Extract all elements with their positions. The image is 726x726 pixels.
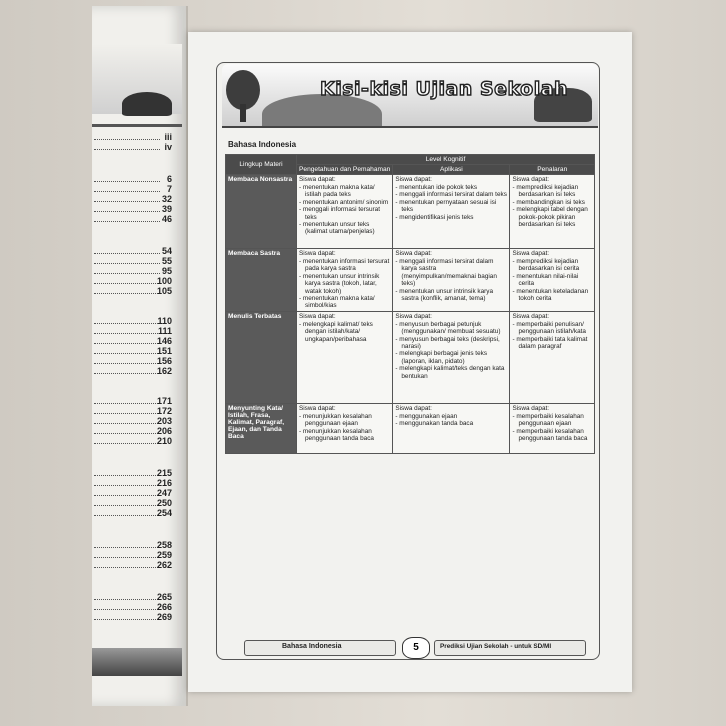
toc-page-number: 39	[161, 204, 172, 214]
list-item: - menentukan keteladanan tokoh cerita	[512, 288, 592, 303]
lingkup-materi-cell: Menyunting Kata/ Istilah, Frasa, Kalimat, Paragraf, Ejaan, dan Tanda Baca	[226, 403, 297, 453]
toc-page-number: 151	[156, 346, 172, 356]
footer-book-title: Prediksi Ujian Sekolah - untuk SD/MI	[440, 643, 552, 650]
right-page	[188, 32, 632, 692]
cell-lead: Siswa dapat:	[395, 176, 432, 183]
list-item: - melengkapi tabel dengan pokok-pokok pikiran berdasarkan isi teks	[512, 206, 592, 228]
footer-subject: Bahasa Indonesia	[282, 643, 342, 650]
toc-leader-dots	[94, 475, 160, 476]
toc-leader-dots	[94, 413, 160, 414]
toc-leader-dots	[94, 433, 160, 434]
toc-leader-dots	[94, 139, 160, 140]
table-row	[226, 249, 595, 312]
pengetahuan-cell	[297, 311, 393, 403]
list-item: - menggali informasi tersirat dalam teks	[395, 191, 507, 198]
list-item: - memperbaiki kesalahan penggunaan ejaan	[512, 413, 592, 428]
list-item: - menggali informasi tersurat teks	[299, 206, 390, 221]
lingkup-materi-cell: Membaca Nonsastra	[226, 175, 297, 249]
cell-lead: Siswa dapat:	[395, 250, 432, 257]
cell-lead: Siswa dapat:	[512, 250, 550, 257]
left-page	[92, 6, 188, 706]
header-aplikasi: Aplikasi	[393, 165, 510, 175]
page-footer	[224, 636, 600, 658]
toc-page-number: 162	[156, 366, 172, 376]
aplikasi-cell	[393, 311, 510, 403]
toc-leader-dots	[94, 181, 160, 182]
table-row	[226, 311, 595, 403]
toc-page-number: 210	[156, 436, 172, 446]
toc-leader-dots	[94, 515, 160, 516]
list-item: - menggunakan tanda baca	[395, 420, 507, 427]
list-item: - memperbaiki tata kalimat dalam paragraf	[512, 336, 592, 351]
toc-leader-dots	[94, 547, 160, 548]
left-page-footer-decoration	[92, 648, 182, 676]
toc-leader-dots	[94, 149, 160, 150]
toc-page-number: iv	[164, 142, 172, 152]
list-item: - menentukan pernyataan sesuai isi teks	[395, 199, 507, 214]
toc-leader-dots	[94, 323, 160, 324]
toc-page-number: 111	[157, 326, 172, 336]
cell-lead: Siswa dapat:	[512, 404, 550, 412]
tree-trunk	[240, 104, 246, 122]
toc-page-number: 269	[156, 612, 172, 622]
toc-leader-dots	[94, 495, 160, 496]
penalaran-cell	[510, 311, 595, 403]
left-page-banner	[92, 44, 182, 127]
subject-label: Bahasa Indonesia	[228, 140, 297, 149]
toc-leader-dots	[94, 293, 160, 294]
toc-leader-dots	[94, 253, 160, 254]
toc-leader-dots	[94, 567, 160, 568]
toc-leader-dots	[94, 333, 160, 334]
toc-page-number: 259	[156, 550, 172, 560]
toc-row	[92, 142, 178, 153]
toc-page-number: 55	[161, 256, 172, 266]
toc-row	[92, 508, 178, 519]
toc-page-number: 95	[161, 266, 172, 276]
toc-page-number: 156	[156, 356, 172, 366]
list-item: - menentukan makna kata/ istilah pada teks	[299, 184, 390, 199]
toc-page-number: 146	[156, 336, 172, 346]
toc-leader-dots	[94, 373, 160, 374]
cell-lead: Siswa dapat:	[395, 312, 432, 320]
toc-page-number: 7	[166, 184, 172, 194]
cell-lead: Siswa dapat:	[512, 176, 550, 183]
toc-leader-dots	[94, 343, 160, 344]
toc-leader-dots	[94, 201, 160, 202]
toc-row	[92, 214, 178, 225]
penalaran-cell	[510, 249, 595, 312]
list-item: - melengkapi berbagai jenis teks (laporan, iklan, pidato)	[395, 350, 507, 365]
toc-page-number: 172	[156, 406, 172, 416]
toc-leader-dots	[94, 609, 160, 610]
toc-leader-dots	[94, 221, 160, 222]
toc-page-number: 203	[156, 416, 172, 426]
toc-page-number: 171	[156, 396, 172, 406]
toc-leader-dots	[94, 599, 160, 600]
toc-page-number: 46	[161, 214, 172, 224]
table-row	[226, 403, 595, 453]
toc-page-number: 215	[156, 468, 172, 478]
toc-leader-dots	[94, 403, 160, 404]
aplikasi-cell	[393, 175, 510, 249]
kisi-kisi-table	[225, 154, 595, 454]
list-item: - membandingkan isi teks	[512, 199, 592, 206]
toc-page-number: 100	[156, 276, 172, 286]
header-penalaran: Penalaran	[510, 165, 595, 175]
pengetahuan-cell	[297, 403, 393, 453]
header-pengetahuan: Pengetahuan dan Pemahaman	[297, 165, 393, 175]
toc-page-number: 250	[156, 498, 172, 508]
header-banner	[222, 64, 598, 128]
toc-page-number: 254	[156, 508, 172, 518]
list-item: - menentukan makna kata/ simbol/kias	[299, 295, 390, 310]
toc-leader-dots	[94, 443, 160, 444]
toc-page-number: 262	[156, 560, 172, 570]
header-lingkup-materi: Lingkup Materi	[226, 155, 297, 175]
cell-lead: Siswa dapat:	[395, 404, 432, 412]
header-level-kognitif: Level Kognitif	[297, 155, 595, 165]
toc-leader-dots	[94, 283, 160, 284]
toc-page-number: 265	[156, 592, 172, 602]
list-item: - memprediksi kejadian berdasarkan isi teks	[512, 184, 592, 199]
banner-illustration-icon	[122, 92, 172, 116]
toc-page-number: 258	[156, 540, 172, 550]
toc-row	[92, 436, 178, 447]
list-item: - menunjukkan kesalahan penggunaan tanda baca	[299, 428, 390, 443]
page-title: Kisi-kisi Ujian Sekolah	[320, 78, 569, 100]
list-item: - menentukan antonim/ sinonim	[299, 199, 390, 206]
toc-leader-dots	[94, 191, 160, 192]
toc-page-number: 105	[156, 286, 172, 296]
cell-lead: Siswa dapat:	[299, 312, 336, 320]
toc-leader-dots	[94, 211, 160, 212]
toc-leader-dots	[94, 263, 160, 264]
list-item: - menggunakan ejaan	[395, 413, 507, 420]
toc-leader-dots	[94, 423, 160, 424]
lingkup-materi-cell: Menulis Terbatas	[226, 311, 297, 403]
toc-page-number: 216	[156, 478, 172, 488]
toc-page-number: 206	[156, 426, 172, 436]
page-number: 5	[402, 637, 430, 659]
cell-lead: Siswa dapat:	[299, 404, 336, 412]
toc-row	[92, 286, 178, 297]
list-item: - mengidentifikasi jenis teks	[395, 214, 507, 221]
list-item: - melengkapi kalimat/teks dengan kata bentukan	[395, 365, 507, 380]
toc-page-number: 110	[157, 316, 172, 326]
toc-leader-dots	[94, 557, 160, 558]
list-item: - menentukan ide pokok teks	[395, 184, 507, 191]
toc-leader-dots	[94, 485, 160, 486]
list-item: - memperbaiki penulisan/ penggunaan istilah/kata	[512, 321, 592, 336]
toc-row	[92, 366, 178, 377]
cell-lead: Siswa dapat:	[299, 176, 336, 183]
toc-leader-dots	[94, 505, 160, 506]
toc-page-number: 6	[166, 174, 172, 184]
penalaran-cell	[510, 403, 595, 453]
penalaran-cell	[510, 175, 595, 249]
table-row	[226, 175, 595, 249]
aplikasi-cell	[393, 403, 510, 453]
list-item: - memperbaiki kesalahan penggunaan tanda baca	[512, 428, 592, 443]
lingkup-materi-cell: Membaca Sastra	[226, 249, 297, 312]
toc-page-number: iii	[164, 132, 172, 142]
cell-lead: Siswa dapat:	[299, 250, 336, 257]
toc-leader-dots	[94, 619, 160, 620]
toc-row	[92, 612, 178, 623]
list-item: - menentukan unsur teks (kalimat utama/penjelas)	[299, 221, 390, 236]
list-item: - menentukan unsur intrinsik karya sastra (tokoh, latar, watak tokoh)	[299, 273, 390, 295]
list-item: - menyusun berbagai petunjuk (menggunakan/ membuat sesuatu)	[395, 321, 507, 336]
toc-row	[92, 560, 178, 571]
toc-leader-dots	[94, 273, 160, 274]
list-item: - melengkapi kalimat/ teks dengan istilah/kata/ ungkapan/peribahasa	[299, 321, 390, 343]
toc-leader-dots	[94, 353, 160, 354]
toc-leader-dots	[94, 363, 160, 364]
list-item: - menentukan nilai-nilai cerita	[512, 273, 592, 288]
pengetahuan-cell	[297, 175, 393, 249]
list-item: - menyusun berbagai teks (deskripsi, narasi)	[395, 336, 507, 351]
toc-page-number: 54	[161, 246, 172, 256]
list-item: - memprediksi kejadian berdasarkan isi cerita	[512, 258, 592, 273]
cell-lead: Siswa dapat:	[512, 312, 550, 320]
list-item: - menunjukkan kesalahan penggunaan ejaan	[299, 413, 390, 428]
toc-page-number: 266	[156, 602, 172, 612]
list-item: - menentukan unsur intrinsik karya sastra (konflik, amanat, tema)	[395, 288, 507, 303]
toc-page-number: 32	[161, 194, 172, 204]
pengetahuan-cell	[297, 249, 393, 312]
list-item: - menentukan informasi tersurat pada karya sastra	[299, 258, 390, 273]
list-item: - menggali informasi tersirat dalam karya sastra (menyimpulkan/memaknai bagian teks)	[395, 258, 507, 288]
toc-page-number: 247	[156, 488, 172, 498]
aplikasi-cell	[393, 249, 510, 312]
